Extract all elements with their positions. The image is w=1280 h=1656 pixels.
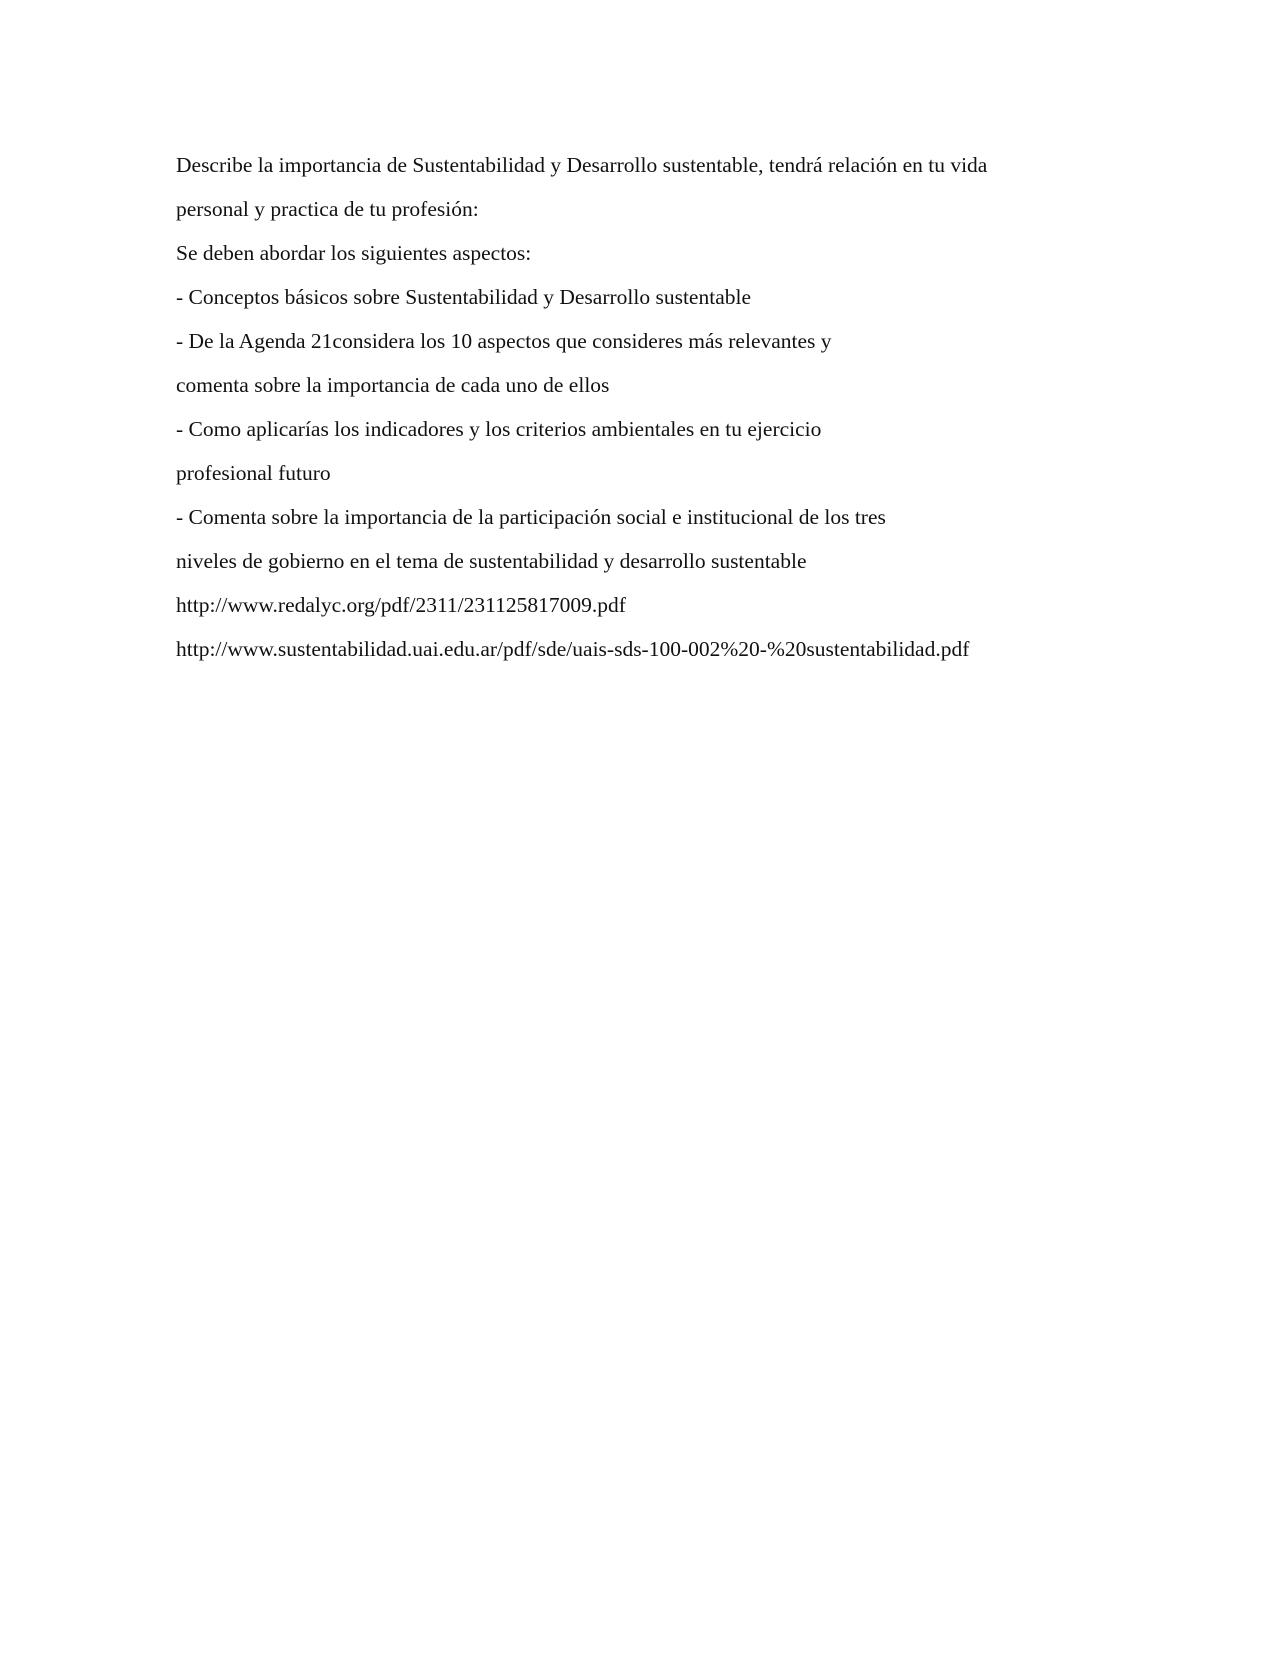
- reference-url-redalyc: http://www.redalyc.org/pdf/2311/231125817009.pdf: [176, 593, 626, 617]
- paragraph-line-intro: Describe la importancia de Sustentabilidad y Desarrollo sustentable, tendrá relación en tu vida: [176, 153, 988, 177]
- list-item-concepts: - Conceptos básicos sobre Sustentabilidad y Desarrollo sustentable: [176, 285, 752, 309]
- reference-url-uai: http://www.sustentabilidad.uai.edu.ar/pdf/sde/uais-sds-100-002%20-%20sustentabilidad.pdf: [176, 637, 970, 661]
- list-item-indicators: - Como aplicarías los indicadores y los criterios ambientales en tu ejercicio: [176, 417, 822, 441]
- list-item-agenda-21: - De la Agenda 21considera los 10 aspectos que consideres más relevantes y: [176, 329, 832, 353]
- list-item-agenda-21-continued: comenta sobre la importancia de cada uno de ellos: [176, 373, 610, 397]
- aspects-heading: Se deben abordar los siguientes aspectos:: [176, 241, 532, 265]
- paragraph-line-intro-continued: personal y practica de tu profesión:: [176, 197, 479, 221]
- document-body: [176, 143, 1076, 671]
- list-item-participation: - Comenta sobre la importancia de la participación social e institucional de los tres: [176, 505, 886, 529]
- list-item-participation-continued: niveles de gobierno en el tema de sustentabilidad y desarrollo sustentable: [176, 549, 807, 573]
- list-item-indicators-continued: profesional futuro: [176, 461, 331, 485]
